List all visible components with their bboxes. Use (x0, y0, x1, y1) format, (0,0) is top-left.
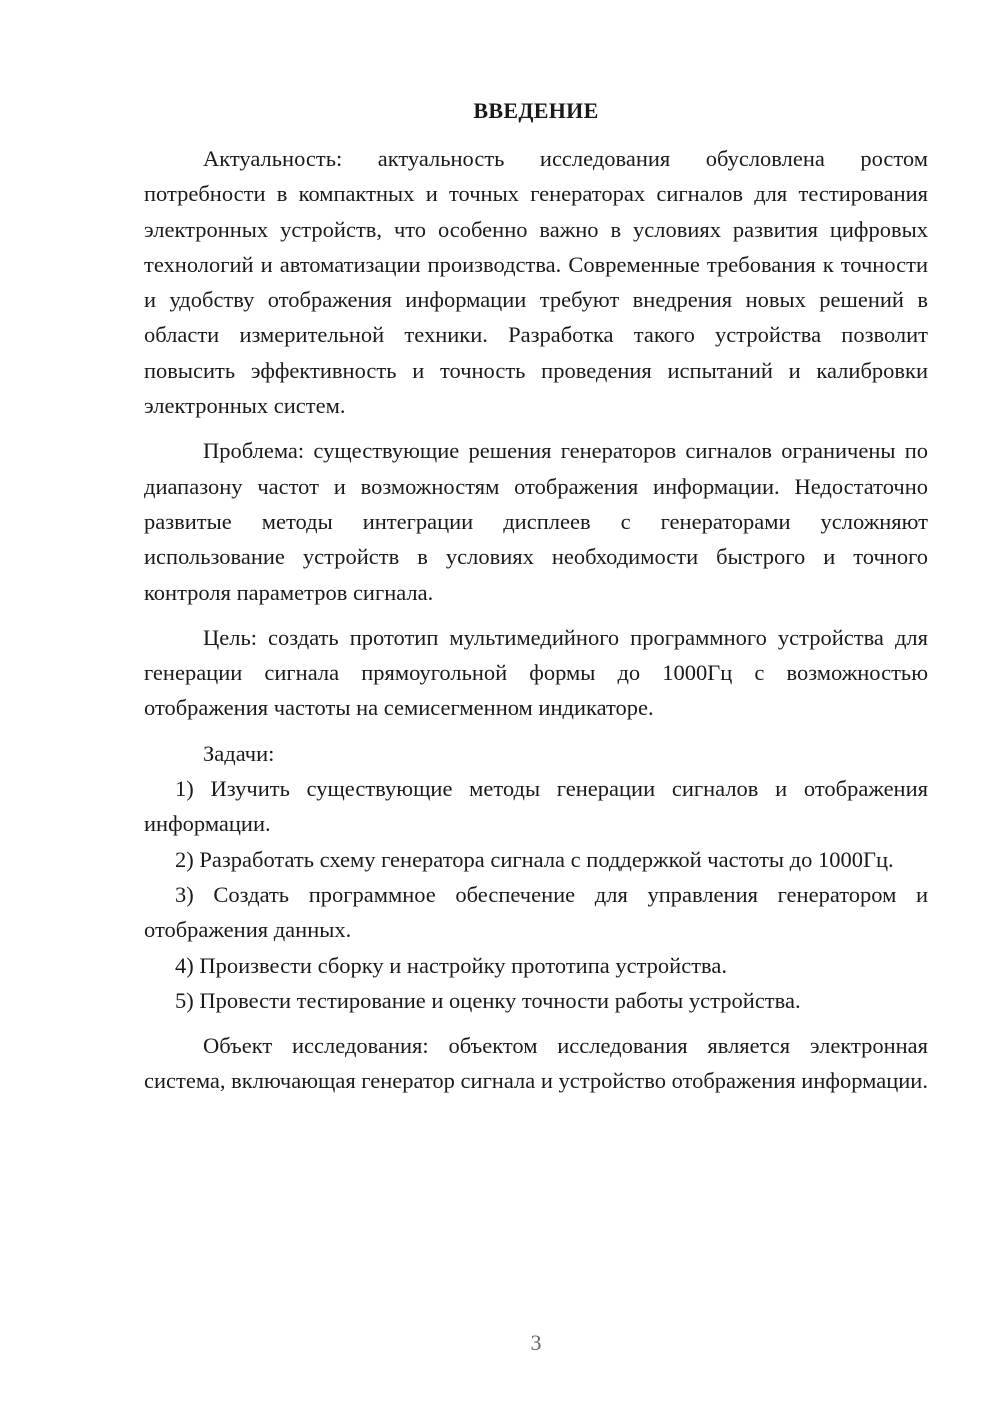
tasks-heading: Задачи: (203, 740, 275, 766)
task-item: 1) Изучить существующие методы генерации сигналов и отображения информации. (144, 776, 928, 837)
task-item: 2) Разработать схему генератора сигнала с поддержкой частоты до 1000Гц. (175, 846, 894, 872)
page-number: 3 (530, 1330, 542, 1355)
page-content (144, 94, 928, 1099)
tasks-list (144, 771, 928, 1018)
relevance-paragraph: Актуальность: актуальность исследования обусловлена ростом потребности в компактных и точных генераторах сигналов для тестирования электронных устройств, что особенно важно в условиях развития цифровых технологий и автоматизации производства. Современные требования к точности и удобству отображения информации требуют внедрения новых решений в области измерительной техники. Разработка такого устройства позволит повысить эффективность и точность проведения испытаний и калибровки электронных систем. (144, 146, 928, 419)
task-item: 3) Создать программное обеспечение для управления генератором и отображения данных. (144, 881, 928, 943)
section-title: ВВЕДЕНИЕ (473, 98, 599, 123)
problem-paragraph: Проблема: существующие решения генераторов сигналов ограничены по диапазону частот и возможностям отображения информации. Недостаточно развитые методы интеграции дисплеев с генераторами усложняют использование устройств в условиях необходимости быстрого и точного контроля параметров сигнала. (144, 438, 928, 605)
task-item: 5) Провести тестирование и оценку точности работы устройства. (175, 987, 801, 1013)
goal-paragraph: Цель: создать прототип мультимедийного программного устройства для генерации сигнала прямоугольной формы до 1000Гц с возможностью отображения частоты на семисегменном индикаторе. (144, 624, 928, 721)
object-paragraph: Объект исследования: объектом исследования является электронная система, включающая генератор сигнала и устройство отображения информации. (144, 1033, 928, 1094)
task-item: 4) Произвести сборку и настройку прототипа устройства. (175, 952, 727, 978)
